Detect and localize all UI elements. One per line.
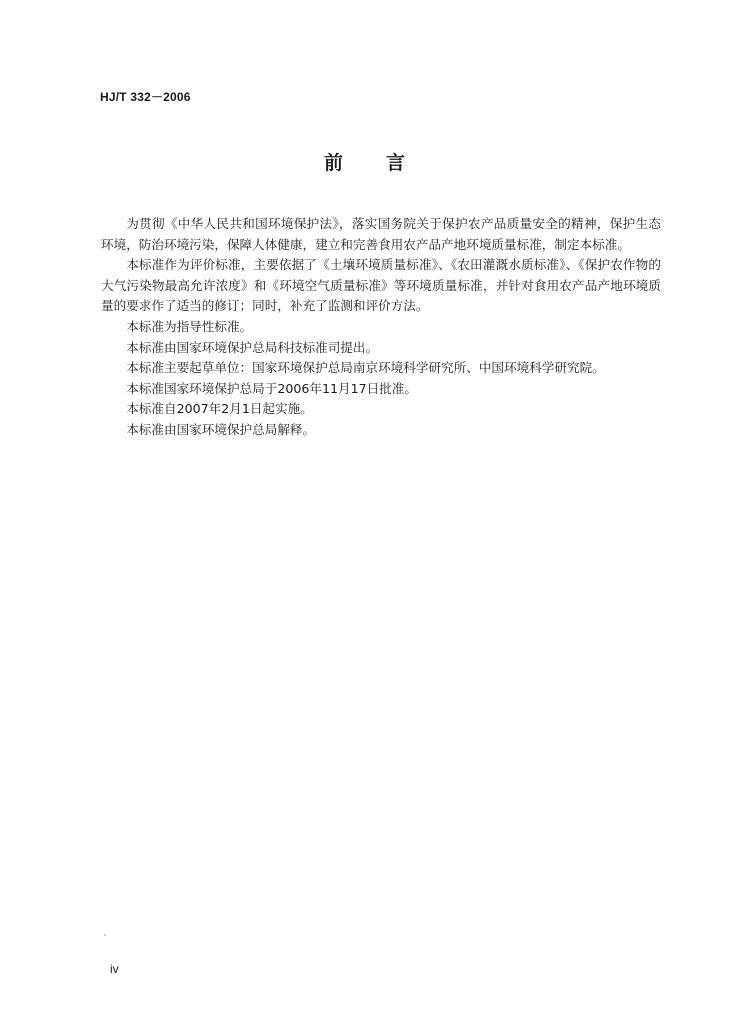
title-char-1: 前 xyxy=(323,152,344,174)
scan-speck xyxy=(104,934,106,936)
paragraph-approval: 本标准国家环境保护总局于2006年11月17日批准。 xyxy=(126,380,417,396)
paragraph-proposer: 本标准由国家环境保护总局科技标准司提出。 xyxy=(126,339,379,355)
paragraph-guidance: 本标准为指导性标准。 xyxy=(126,318,253,334)
paragraph-effective-date: 本标准自2007年2月1日起实施。 xyxy=(126,401,313,417)
paragraph-interpretation: 本标准由国家环境保护总局解释。 xyxy=(126,421,316,437)
foreword-body xyxy=(101,214,661,441)
page-title xyxy=(0,148,730,175)
paragraph-basis: 本标准作为评价标准，主要依据了《土壤环境质量标准》、《农田灌溉水质标准》、《保护农作物的大气污染物最高允许浓度》和《环境空气质量标准》等环境质量标准，并针对食用农产品产地环境质量的要求作了适当的修订；同时，补充了监测和评价方法。 xyxy=(101,257,661,314)
title-char-2: 言 xyxy=(386,152,407,174)
paragraph-purpose: 为贯彻《中华人民共和国环境保护法》，落实国务院关于保护农产品质量安全的精神，保护生态环境，防治环境污染，保障人体健康，建立和完善食用农产品产地环境质量标准，制定本标准。 xyxy=(101,216,661,252)
standard-code: HJ/T 332－2006 xyxy=(100,90,191,104)
page-number: iv xyxy=(110,962,119,976)
paragraph-drafters: 本标准主要起草单位：国家环境保护总局南京环境科学研究所、中国环境科学研究院。 xyxy=(126,360,605,376)
